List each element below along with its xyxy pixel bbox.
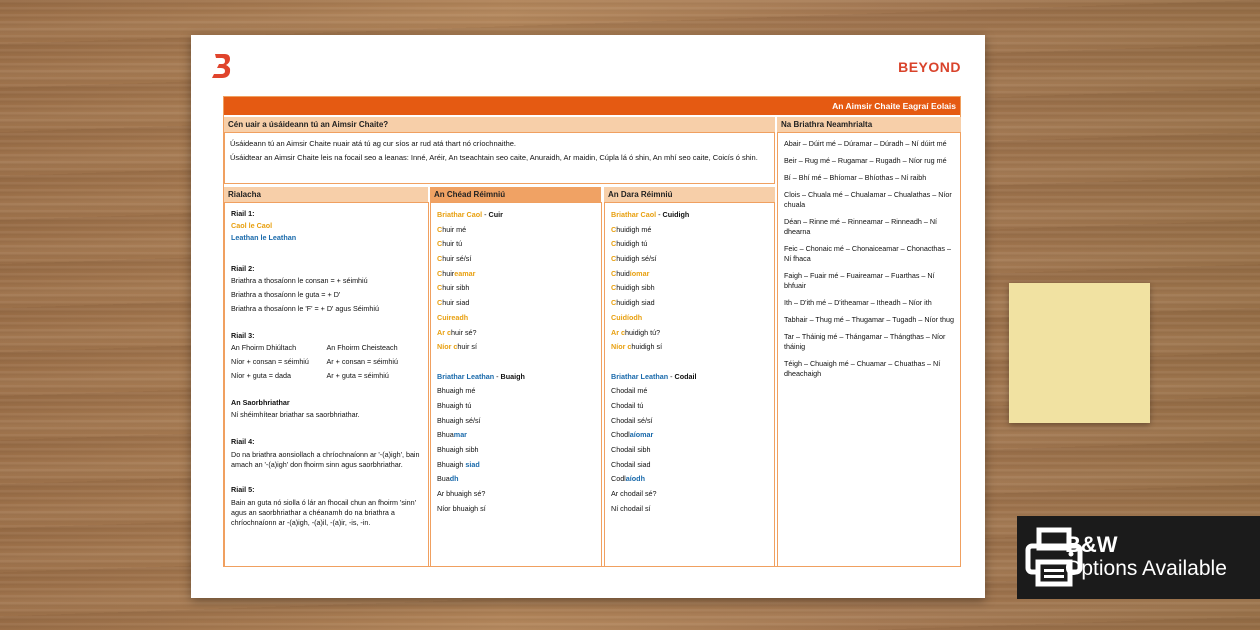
saorbhriathar-text: Ní shéimhítear briathar sa saorbhriathar. bbox=[231, 410, 360, 419]
intro-paragraph-1: Úsáideann tú an Aimsir Chaite nuair atá tú ag cur síos ar rud atá thart nó críochnaithe. bbox=[230, 139, 516, 148]
bw-label: B&W bbox=[1065, 532, 1118, 557]
first-leathan-title: Briathar Leathan - Buaigh bbox=[437, 371, 525, 381]
rule-1-heading: Riail 1: bbox=[231, 209, 255, 218]
form-rest: huir tú bbox=[442, 239, 463, 249]
form-stem: Chodail sé/sí bbox=[611, 415, 653, 425]
form-ending: íodh bbox=[626, 312, 643, 322]
form-stem: C bbox=[437, 239, 443, 249]
bw-options-badge bbox=[1017, 516, 1260, 599]
second-conjugation-box bbox=[604, 202, 775, 567]
form-stem: Ar chodail sé? bbox=[611, 489, 657, 499]
form-ending: aíomar bbox=[629, 430, 654, 440]
first-leathan-form-3 bbox=[437, 414, 595, 429]
second-leathan-form-8 bbox=[611, 487, 768, 502]
second-leathan-form-7 bbox=[611, 472, 768, 487]
form-rest: huir sibh bbox=[442, 283, 470, 293]
form-stem: C bbox=[437, 224, 443, 234]
first-leathan-form-7 bbox=[437, 472, 595, 487]
first-caol-form-8 bbox=[437, 326, 595, 341]
second-caol-form-9 bbox=[611, 340, 768, 355]
form-ending: eadh bbox=[451, 312, 469, 322]
second-caol-form-4 bbox=[611, 267, 768, 282]
irregular-verb-5: Déan – Rinne mé – Rinneamar – Rinneadh – Ní dhearna bbox=[784, 217, 938, 236]
rule-5-text: Bain an guta nó siolla ó lár an fhocail chun an fhoirm 'sinn' agus an saorbhriathar a chéanamh do na briathra a chríochnaíonn ar -(a)igh, -(a)il, -(a)ir, -is, -in. bbox=[231, 498, 416, 527]
rule-2-line-3: Briathra a thosaíonn le 'F' = + D' agus Séimhiú bbox=[231, 304, 379, 313]
form-stem: C bbox=[437, 298, 443, 308]
irregular-box bbox=[777, 132, 961, 567]
second-caol-form-2 bbox=[611, 237, 768, 252]
second-leathan-title: Briathar Leathan - Codail bbox=[611, 371, 697, 381]
irregular-list bbox=[778, 133, 960, 392]
intro-box bbox=[224, 132, 775, 184]
form-rest: huidigh sí bbox=[631, 342, 663, 352]
rule-3-heading: Riail 3: bbox=[231, 331, 255, 340]
second-leathan-form-9 bbox=[611, 502, 768, 517]
form-stem: Bhuaigh sibh bbox=[437, 445, 479, 454]
form-stem: Níor c bbox=[437, 342, 458, 352]
rule-2-line-2: Briathra a thosaíonn le guta = + D' bbox=[231, 290, 341, 299]
form-rest: huidigh sé/sí bbox=[616, 254, 657, 264]
irregular-verb-9: Tabhair – Thug mé – Thugamar – Tugadh – Níor thug bbox=[784, 315, 954, 324]
first-conjugation-header: An Chéad Réimniú bbox=[430, 187, 601, 202]
rule-3-line-1b: Ar + consan = séimhiú bbox=[326, 357, 399, 366]
form-stem: Chodail tú bbox=[611, 400, 644, 410]
form-ending: íomar bbox=[629, 268, 650, 278]
second-leathan-form-5 bbox=[611, 443, 768, 458]
irregular-verb-8: Ith – D'ith mé – D'itheamar – Itheadh – Níor ith bbox=[784, 298, 932, 307]
rule-4-heading: Riail 4: bbox=[231, 437, 255, 446]
form-stem: Bua bbox=[437, 474, 450, 484]
form-rest: huir bbox=[442, 268, 455, 278]
first-caol-form-4 bbox=[437, 267, 595, 282]
form-ending: aíodh bbox=[625, 474, 645, 484]
form-stem: Cuir bbox=[437, 312, 452, 322]
form-ending: mar bbox=[453, 430, 467, 440]
irregular-verb-11: Téigh – Chuaigh mé – Chuamar – Chuathas – Ní dheachaigh bbox=[784, 359, 941, 378]
second-leathan-form-2 bbox=[611, 399, 768, 414]
brand-name: BEYOND bbox=[898, 59, 961, 75]
first-caol-form-3 bbox=[437, 252, 595, 267]
form-stem: Codl bbox=[611, 474, 626, 484]
form-stem: C bbox=[611, 239, 617, 249]
form-stem: C bbox=[611, 283, 617, 293]
irregular-header: Na Briathra Neamhrialta bbox=[777, 117, 961, 132]
form-rest: huir sé? bbox=[450, 327, 477, 337]
form-rest: huidigh tú bbox=[616, 239, 648, 249]
rule-3-line-2b: Ar + guta = séimhiú bbox=[326, 371, 389, 380]
form-stem: Ar bhuaigh sé? bbox=[437, 489, 486, 499]
first-leathan-form-1 bbox=[437, 384, 595, 399]
form-stem: Bhuaigh mé bbox=[437, 386, 476, 396]
form-rest: huidigh tú? bbox=[624, 327, 661, 337]
form-rest: huid bbox=[616, 268, 630, 278]
form-stem: Bhuaigh tú bbox=[437, 400, 472, 410]
form-stem: Bhuaigh sé/sí bbox=[437, 415, 481, 425]
form-rest: huir sé/sí bbox=[442, 254, 472, 264]
form-stem: Ar c bbox=[611, 327, 625, 337]
first-caol-title: Briathar Caol - Cuir bbox=[437, 210, 503, 219]
first-caol-form-1 bbox=[437, 223, 595, 238]
second-leathan-form-4 bbox=[611, 428, 768, 443]
form-stem: C bbox=[437, 254, 443, 264]
second-leathan-form-1 bbox=[611, 384, 768, 399]
form-stem: Bhua bbox=[437, 430, 454, 440]
form-stem: Chodail siad bbox=[611, 459, 651, 469]
second-conjugation-header: An Dara Réimniú bbox=[604, 187, 775, 202]
form-stem: Níor bhuaigh sí bbox=[437, 503, 486, 513]
form-rest: huidigh siad bbox=[616, 298, 655, 308]
form-stem: Chodl bbox=[611, 430, 630, 440]
rule-2-line-1: Briathra a thosaíonn le consan = + séimhiú bbox=[231, 276, 368, 285]
first-conjugation-box bbox=[430, 202, 602, 567]
rule-3-line-2a: Níor + guta = dada bbox=[231, 371, 291, 380]
irregular-verb-7: Faigh – Fuair mé – Fuaireamar – Fuarthas – Ní bhfuair bbox=[784, 271, 935, 290]
saorbhriathar-heading: An Saorbhriathar bbox=[231, 398, 290, 407]
form-stem: C bbox=[611, 268, 617, 278]
form-stem: Ar c bbox=[437, 327, 451, 337]
form-ending: dh bbox=[449, 474, 459, 484]
second-caol-form-7 bbox=[611, 311, 768, 326]
second-caol-form-1 bbox=[611, 223, 768, 238]
form-rest: huidigh mé bbox=[616, 224, 652, 234]
second-caol-form-5 bbox=[611, 281, 768, 296]
first-leathan-form-5 bbox=[437, 443, 595, 458]
form-ending: siad bbox=[465, 459, 480, 469]
form-stem: Bhuaigh bbox=[437, 459, 466, 469]
second-leathan-form-3 bbox=[611, 414, 768, 429]
first-leathan-form-8 bbox=[437, 487, 595, 502]
first-leathan-form-2 bbox=[437, 399, 595, 414]
rule-1-leathan: Leathan le Leathan bbox=[231, 233, 297, 242]
info-organiser-table bbox=[223, 96, 961, 567]
irregular-verb-3: Bí – Bhí mé – Bhíomar – Bhíothas – Ní raibh bbox=[784, 173, 927, 182]
first-leathan-form-9 bbox=[437, 502, 595, 517]
form-rest: huir sí bbox=[457, 342, 477, 352]
form-stem: C bbox=[611, 298, 617, 308]
rules-box bbox=[224, 202, 429, 567]
form-stem: C bbox=[437, 268, 443, 278]
first-caol-form-9 bbox=[437, 340, 595, 355]
second-caol-form-8 bbox=[611, 326, 768, 341]
form-rest: huidigh sibh bbox=[616, 283, 655, 293]
irregular-verb-10: Tar – Tháinig mé – Thángamar – Thángthas – Níor tháinig bbox=[784, 332, 946, 351]
rule-3-negative-heading: An Fhoirm Dhiúltach bbox=[231, 343, 297, 352]
irregular-verb-6: Feic – Chonaic mé – Chonaiceamar – Chonacthas – Ní fhaca bbox=[784, 244, 952, 263]
second-leathan-form-6 bbox=[611, 458, 768, 473]
rule-2-heading: Riail 2: bbox=[231, 264, 255, 273]
first-leathan-form-6 bbox=[437, 458, 595, 473]
rule-3-question-heading: An Fhoirm Cheisteach bbox=[326, 343, 398, 352]
intro-paragraph-2: Úsáidtear an Aimsir Chaite leis na focail seo a leanas: Inné, Aréir, An tseachtain seo caite, Anuraidh, Ar maidin, Cúpla lá ó shin, An mhí seo caite, Coicís ó shin. bbox=[230, 153, 758, 162]
options-available-label: Options Available bbox=[1065, 557, 1227, 580]
first-caol-form-6 bbox=[437, 296, 595, 311]
first-caol-form-5 bbox=[437, 281, 595, 296]
form-rest: huir siad bbox=[442, 298, 470, 308]
second-caol-title: Briathar Caol - Cuidigh bbox=[611, 210, 690, 219]
form-stem: Ní chodail sí bbox=[611, 503, 651, 513]
rule-3-line-1a: Níor + consan = séimhiú bbox=[231, 357, 309, 366]
form-stem: Chodail mé bbox=[611, 386, 648, 396]
form-stem: C bbox=[611, 224, 617, 234]
form-ending: eamar bbox=[454, 268, 476, 278]
second-caol-form-3 bbox=[611, 252, 768, 267]
rule-1-caol: Caol le Caol bbox=[231, 221, 273, 230]
page-title: An Aimsir Chaite Eagraí Eolais bbox=[224, 97, 960, 115]
first-caol-form-7 bbox=[437, 311, 595, 326]
form-stem: C bbox=[611, 254, 617, 264]
form-stem: Cuid bbox=[611, 312, 627, 322]
first-leathan-form-4 bbox=[437, 428, 595, 443]
sticky-note bbox=[1009, 283, 1150, 423]
form-stem: Níor c bbox=[611, 342, 632, 352]
intro-header: Cén uair a úsáideann tú an Aimsir Chaite? bbox=[224, 117, 775, 132]
rules-header: Rialacha bbox=[224, 187, 428, 202]
form-stem: Chodail sibh bbox=[611, 445, 651, 454]
worksheet-page bbox=[191, 35, 985, 598]
irregular-verb-1: Abair – Dúirt mé – Dúramar – Dúradh – Ní dúirt mé bbox=[784, 139, 947, 148]
form-rest: huir mé bbox=[442, 224, 467, 234]
irregular-verb-2: Beir – Rug mé – Rugamar – Rugadh – Níor rug mé bbox=[784, 156, 947, 165]
first-caol-form-2 bbox=[437, 237, 595, 252]
rule-5-heading: Riail 5: bbox=[231, 485, 255, 494]
rule-4-text: Do na briathra aonsiollach a chríochnaíonn ar '-(a)igh', bain amach an '-(a)igh' don fhoirm sinn agus saorbhriathar. bbox=[231, 450, 420, 469]
irregular-verb-4: Clois – Chuala mé – Chualamar – Chualathas – Níor chuala bbox=[784, 190, 952, 209]
beyond-logo-icon bbox=[211, 53, 231, 79]
form-stem: C bbox=[437, 283, 443, 293]
second-caol-form-6 bbox=[611, 296, 768, 311]
